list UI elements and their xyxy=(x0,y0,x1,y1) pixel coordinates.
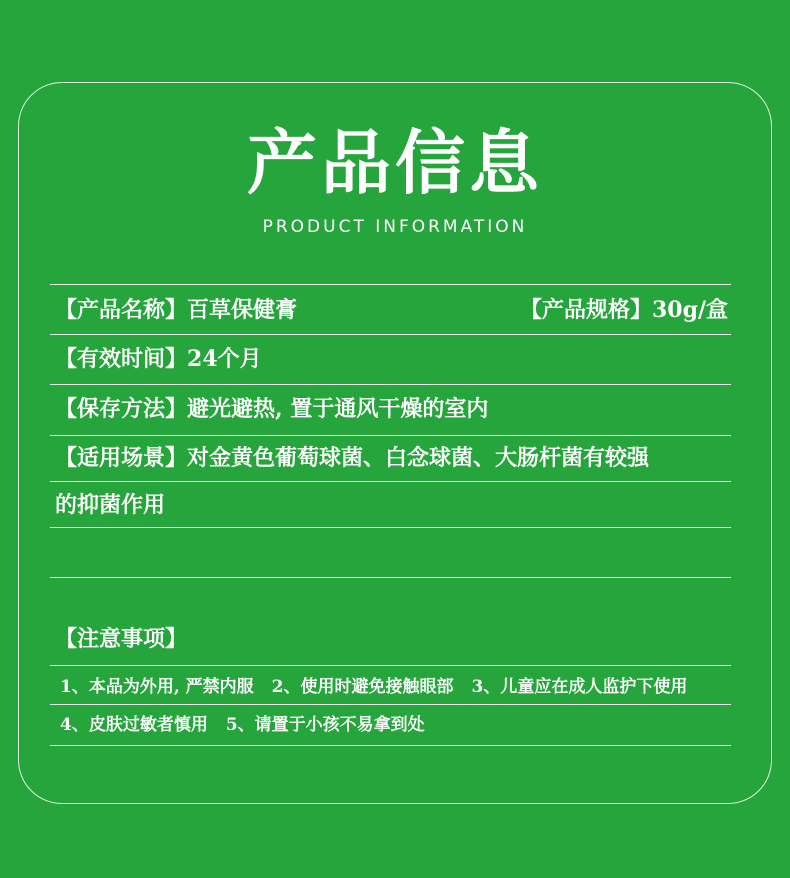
storage-label: 【保存方法】 xyxy=(55,396,188,422)
note-item: 3、儿童应在成人监护下使用 xyxy=(471,677,688,697)
divider xyxy=(50,704,731,705)
divider xyxy=(50,527,731,528)
validity-label: 【有效时间】 xyxy=(55,346,188,372)
notes-heading: 【注意事项】 xyxy=(55,626,188,652)
note-item: 1、本品为外用, 严禁内服 xyxy=(60,677,254,697)
divider xyxy=(50,665,731,666)
storage-row xyxy=(55,394,488,424)
note-item: 4、皮肤过敏者慎用 xyxy=(60,715,208,735)
usage-label: 【适用场景】 xyxy=(55,445,188,471)
divider xyxy=(50,284,731,285)
storage-value: 避光避热, 置于通风干燥的室内 xyxy=(187,396,489,422)
product-name-row xyxy=(55,295,297,325)
divider xyxy=(50,334,731,335)
validity-row xyxy=(55,344,262,374)
notes-line-1 xyxy=(60,675,687,699)
validity-value: 24个月 xyxy=(187,346,262,372)
divider xyxy=(50,481,731,482)
product-spec-row xyxy=(520,295,728,325)
divider xyxy=(50,745,731,746)
page-subtitle: PRODUCT INFORMATION xyxy=(262,217,528,237)
divider xyxy=(50,384,731,385)
product-spec-label: 【产品规格】 xyxy=(519,297,652,323)
usage-row-continued xyxy=(55,490,165,520)
usage-row xyxy=(55,443,649,473)
product-name-label: 【产品名称】 xyxy=(55,297,188,323)
product-name-value: 百草保健膏 xyxy=(187,297,298,323)
product-spec-value: 30g/盒 xyxy=(651,297,728,323)
divider xyxy=(50,435,731,436)
notes-line-2 xyxy=(60,713,425,737)
note-item: 2、使用时避免接触眼部 xyxy=(271,677,454,697)
page-title: 产品信息 xyxy=(247,122,543,204)
usage-value-line1: 对金黄色葡萄球菌、白念球菌、大肠杆菌有较强 xyxy=(187,445,650,471)
usage-value-line2: 的抑菌作用 xyxy=(55,492,166,518)
divider xyxy=(50,577,731,578)
note-item: 5、请置于小孩不易拿到处 xyxy=(225,715,425,735)
